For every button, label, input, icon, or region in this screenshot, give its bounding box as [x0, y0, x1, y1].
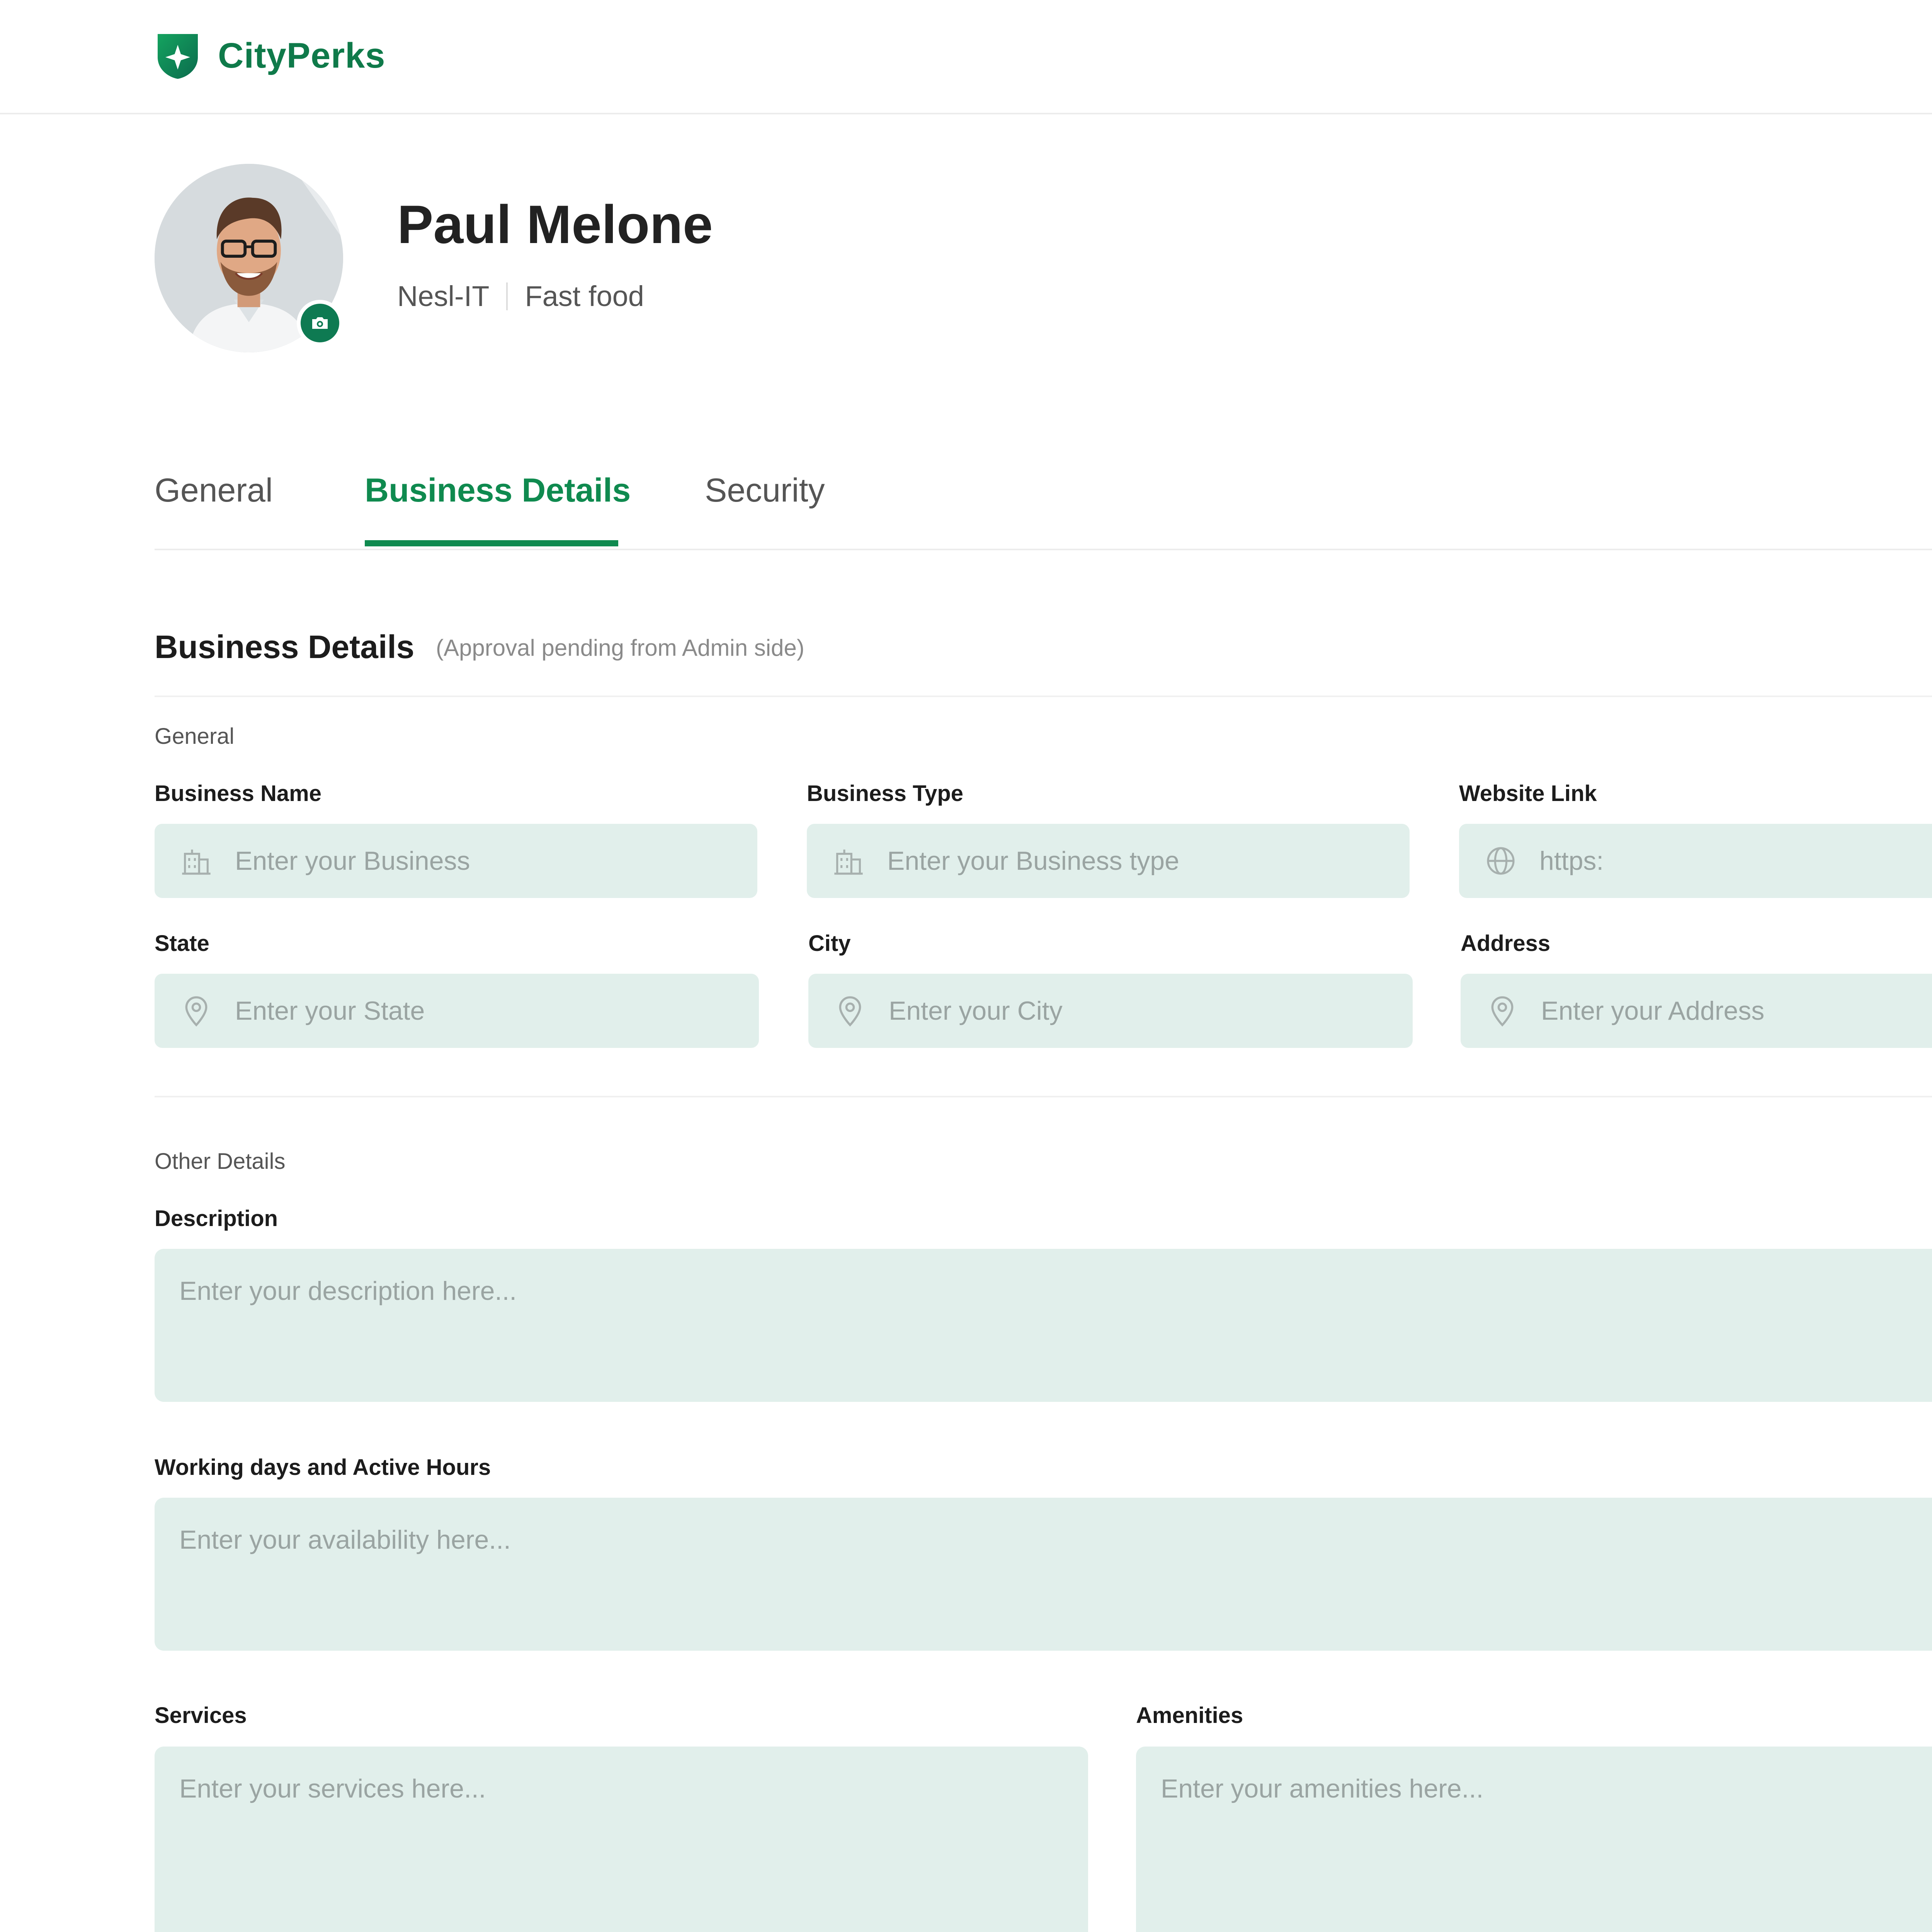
section-divider: [155, 696, 1932, 697]
change-photo-button[interactable]: [297, 300, 343, 346]
services-placeholder: Enter your services here...: [179, 1774, 486, 1803]
website-link-placeholder: https:: [1539, 846, 1604, 876]
active-tab-indicator: [365, 540, 618, 546]
profile-name: Paul Melone: [397, 194, 713, 255]
approval-note: (Approval pending from Admin side): [436, 635, 804, 661]
building-icon: [832, 844, 866, 878]
tab-business-details[interactable]: Business Details: [365, 472, 631, 509]
business-type-label: Business Type: [807, 781, 964, 806]
other-details-group-label: Other Details: [155, 1149, 286, 1174]
profile-tabs: [155, 471, 1932, 550]
city-label: City: [808, 931, 851, 956]
general-group-label: General: [155, 724, 235, 749]
camera-icon: [308, 311, 332, 335]
profile-category: Fast food: [525, 280, 644, 312]
address-input[interactable]: [1461, 974, 1932, 1048]
brand-name: CityPerks: [218, 36, 386, 75]
business-type-input[interactable]: [807, 824, 1410, 898]
working-hours-placeholder: Enter your availability here...: [179, 1525, 511, 1554]
working-hours-textarea[interactable]: [155, 1498, 1932, 1651]
building-icon: [179, 844, 213, 878]
section-title: Business Details: [155, 629, 415, 665]
globe-icon: [1484, 844, 1518, 878]
state-input[interactable]: [155, 974, 759, 1048]
amenities-placeholder: Enter your amenities here...: [1161, 1774, 1484, 1803]
meta-divider: [506, 282, 508, 310]
location-pin-icon: [1485, 994, 1519, 1028]
profile-meta: [397, 280, 644, 313]
description-label: Description: [155, 1206, 278, 1231]
profile-company: Nesl-IT: [397, 280, 490, 312]
website-link-label: Website Link: [1459, 781, 1597, 806]
top-header: [0, 0, 1932, 114]
group-divider: [155, 1096, 1932, 1097]
amenities-label: Amenities: [1136, 1703, 1243, 1728]
state-label: State: [155, 931, 209, 956]
website-link-input[interactable]: [1459, 824, 1932, 898]
city-input[interactable]: [808, 974, 1413, 1048]
address-label: Address: [1461, 931, 1551, 956]
city-placeholder: Enter your City: [889, 996, 1063, 1026]
location-pin-icon: [179, 994, 213, 1028]
business-name-label: Business Name: [155, 781, 321, 806]
brand-logo[interactable]: [155, 31, 385, 80]
tab-general[interactable]: General: [155, 472, 273, 509]
tab-security[interactable]: Security: [705, 472, 825, 509]
description-textarea[interactable]: [155, 1249, 1932, 1402]
amenities-textarea[interactable]: [1136, 1747, 1932, 1932]
location-pin-icon: [833, 994, 867, 1028]
services-textarea[interactable]: [155, 1747, 1088, 1932]
working-hours-label: Working days and Active Hours: [155, 1455, 491, 1480]
state-placeholder: Enter your State: [235, 996, 425, 1026]
business-name-placeholder: Enter your Business: [235, 846, 470, 876]
services-label: Services: [155, 1703, 247, 1728]
business-type-placeholder: Enter your Business type: [887, 846, 1179, 876]
business-name-input[interactable]: [155, 824, 757, 898]
description-placeholder: Enter your description here...: [179, 1276, 517, 1306]
shield-star-logo-icon: [155, 31, 201, 80]
address-placeholder: Enter your Address: [1541, 996, 1765, 1026]
